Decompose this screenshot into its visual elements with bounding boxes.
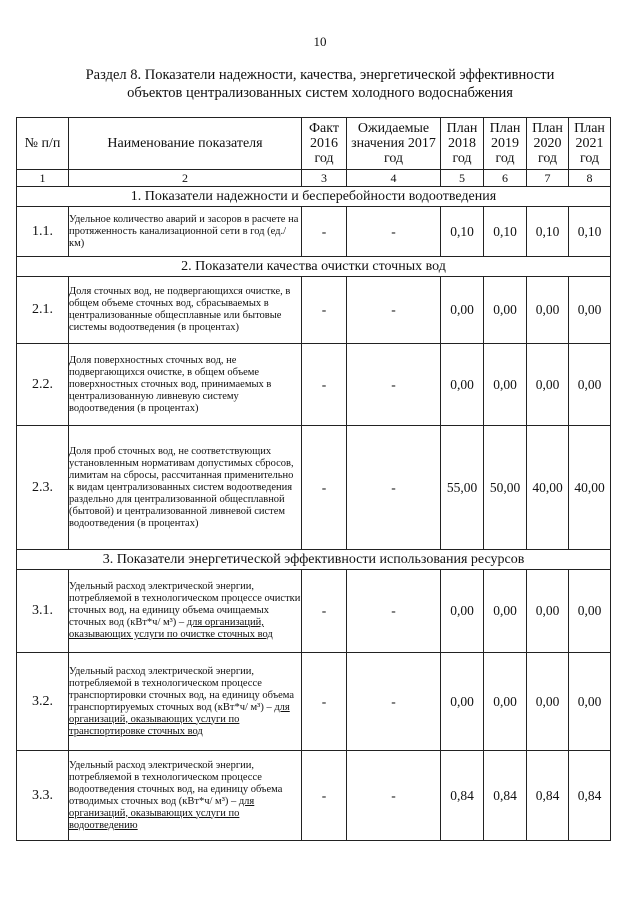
plan-2018-value: 55,00: [441, 426, 484, 550]
row-number: 1.1.: [17, 207, 69, 257]
section-row: [17, 257, 611, 277]
plan-2019-value: 0,00: [484, 344, 527, 426]
plan-2020-value: 0,00: [527, 570, 569, 653]
header-plan-2021: План 2021 год: [569, 118, 611, 170]
indicator-name: Удельный расход электрической энергии, потребляемой в технологическом процессе водоотведения сточных вод, на единицу объема отводимых сточных вод (кВт*ч/ м³) – для организаций, оказывающих услуги по водоотведению: [69, 751, 302, 841]
table-row: [17, 653, 611, 751]
plan-2019-value: 0,00: [484, 277, 527, 344]
fact-value: -: [302, 207, 347, 257]
expected-value: -: [347, 426, 441, 550]
fact-value: -: [302, 426, 347, 550]
section-heading: 2. Показатели качества очистки сточных вод: [17, 257, 611, 277]
table-row: [17, 207, 611, 257]
plan-2020-value: 0,10: [527, 207, 569, 257]
page-number: 10: [313, 34, 327, 49]
indicator-name: Доля сточных вод, не подвергающихся очистке, в общем объеме сточных вод, сбрасываемых в централизованные общесплавные или бытовые системы водоотведения (в процентах): [69, 277, 302, 344]
plan-2020-value: 40,00: [527, 426, 569, 550]
header-name: Наименование показателя: [69, 118, 302, 170]
expected-value: -: [347, 207, 441, 257]
row-number: 3.3.: [17, 751, 69, 841]
plan-2020-value: 0,00: [527, 653, 569, 751]
plan-2021-value: 0,00: [569, 653, 611, 751]
row-number: 2.3.: [17, 426, 69, 550]
fact-value: -: [302, 653, 347, 751]
header-plan-2019: План 2019 год: [484, 118, 527, 170]
fact-value: -: [302, 570, 347, 653]
section-title-line-1: Раздел 8. Показатели надежности, качества, энергетической эффективности: [85, 67, 555, 83]
plan-2021-value: 40,00: [569, 426, 611, 550]
fact-value: -: [302, 344, 347, 426]
expected-value: -: [347, 751, 441, 841]
table-row: [17, 426, 611, 550]
plan-2021-value: 0,00: [569, 277, 611, 344]
table-row: [17, 751, 611, 841]
expected-value: -: [347, 344, 441, 426]
col-number: 2: [69, 170, 302, 187]
column-number-row: [17, 170, 611, 187]
section-title: [40, 66, 600, 102]
row-number: 2.1.: [17, 277, 69, 344]
header-fact: Факт 2016 год: [302, 118, 347, 170]
plan-2021-value: 0,00: [569, 570, 611, 653]
section-row: [17, 550, 611, 570]
indicator-name: Доля проб сточных вод, не соответствующих установленным нормативам допустимых сбросов, лимитам на сбросы, рассчитанная применительно к видам централизованных систем водоотведения раздельно для централизованной общесплавной (бытовой) и централизованной ливневой систем водоотведения (в процентах): [69, 426, 302, 550]
row-number: 3.2.: [17, 653, 69, 751]
plan-2020-value: 0,00: [527, 344, 569, 426]
expected-value: -: [347, 570, 441, 653]
col-number: 5: [441, 170, 484, 187]
table-row: [17, 570, 611, 653]
section-title-line-2: объектов централизованных систем холодного водоснабжения: [127, 85, 513, 101]
plan-2019-value: 0,10: [484, 207, 527, 257]
col-number: 4: [347, 170, 441, 187]
plan-2019-value: 50,00: [484, 426, 527, 550]
expected-value: -: [347, 653, 441, 751]
plan-2018-value: 0,00: [441, 570, 484, 653]
plan-2020-value: 0,84: [527, 751, 569, 841]
header-row: [17, 118, 611, 170]
indicator-name: Доля поверхностных сточных вод, не подвергающихся очистке, в общем объеме поверхностных сточных вод, принимаемых в централизованную ливневую систему водоотведения (в процентах): [69, 344, 302, 426]
plan-2018-value: 0,00: [441, 653, 484, 751]
section-row: [17, 187, 611, 207]
plan-2019-value: 0,84: [484, 751, 527, 841]
row-number: 3.1.: [17, 570, 69, 653]
section-heading: 3. Показатели энергетической эффективности использования ресурсов: [17, 550, 611, 570]
fact-value: -: [302, 751, 347, 841]
plan-2021-value: 0,10: [569, 207, 611, 257]
table-row: [17, 277, 611, 344]
header-expected: Ожидаемые значения 2017 год: [347, 118, 441, 170]
indicators-table: [16, 117, 611, 841]
section-heading: 1. Показатели надежности и бесперебойности водоотведения: [17, 187, 611, 207]
header-num: № п/п: [17, 118, 69, 170]
table-row: [17, 344, 611, 426]
indicator-name: Удельный расход электрической энергии, потребляемой в технологическом процессе очистки сточных вод, на единицу объема очищаемых сточных вод (кВт*ч/ м³) – для организаций, оказывающих услуги по очистке сточных вод: [69, 570, 302, 653]
fact-value: -: [302, 277, 347, 344]
col-number: 7: [527, 170, 569, 187]
plan-2018-value: 0,00: [441, 344, 484, 426]
plan-2018-value: 0,00: [441, 277, 484, 344]
plan-2020-value: 0,00: [527, 277, 569, 344]
header-plan-2018: План 2018 год: [441, 118, 484, 170]
col-number: 3: [302, 170, 347, 187]
col-number: 1: [17, 170, 69, 187]
plan-2018-value: 0,84: [441, 751, 484, 841]
plan-2019-value: 0,00: [484, 653, 527, 751]
plan-2019-value: 0,00: [484, 570, 527, 653]
col-number: 6: [484, 170, 527, 187]
indicator-name: Удельный расход электрической энергии, потребляемой в технологическом процессе транспортировки сточных вод, на единицу объема транспортируемых сточных вод (кВт*ч/ м³) – для организаций, оказывающих услуги по транспортировке сточных вод: [69, 653, 302, 751]
row-number: 2.2.: [17, 344, 69, 426]
plan-2021-value: 0,84: [569, 751, 611, 841]
plan-2018-value: 0,10: [441, 207, 484, 257]
col-number: 8: [569, 170, 611, 187]
plan-2021-value: 0,00: [569, 344, 611, 426]
indicator-name: Удельное количество аварий и засоров в расчете на протяженность канализационной сети в год (ед./км): [69, 207, 302, 257]
expected-value: -: [347, 277, 441, 344]
header-plan-2020: План 2020 год: [527, 118, 569, 170]
